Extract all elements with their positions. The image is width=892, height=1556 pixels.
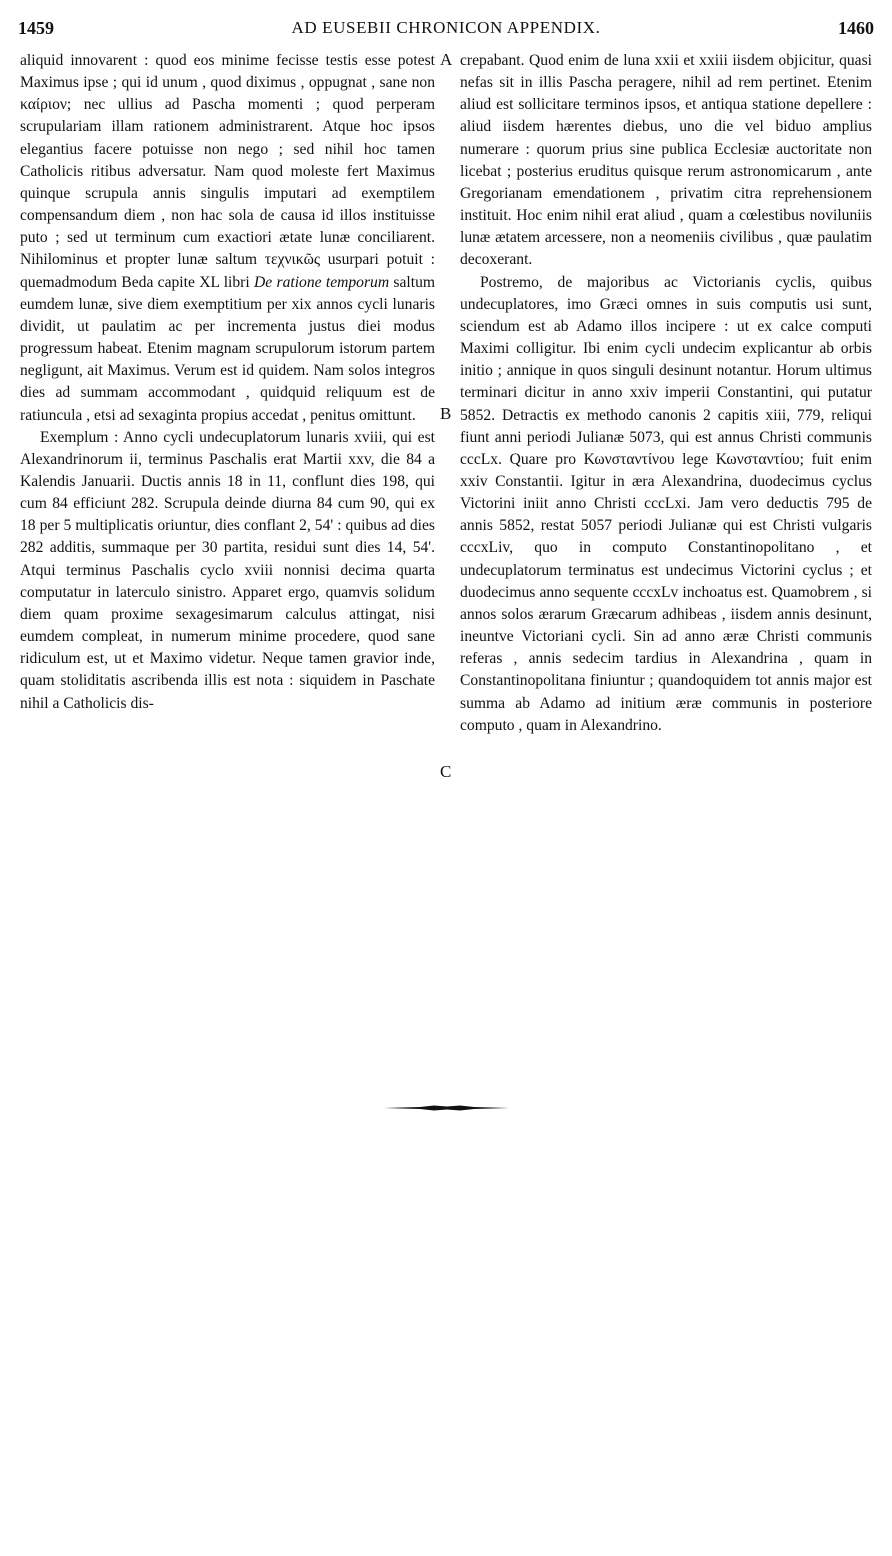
margin-marker-b: B — [440, 404, 452, 423]
running-title: AD EUSEBII CHRONICON APPENDIX. — [291, 18, 601, 37]
right-column — [460, 50, 872, 737]
left-paragraph-1 — [20, 50, 435, 427]
left-column — [20, 50, 435, 715]
left-paragraph-1-text: aliquid innovarent : quod eos minime fecisse testis esse potest Maximus ipse ; qui id unum , quod diximus , oppugnat , sane non καίριον; nec ullius ad Pascha momenti ; quod perperam scrupulariam illam rationem administrarent. Atque hoc ipsos elegantius facere potuisse non nego ; sed nihil hoc tamen Catholicis ritibus adversatur. Nam quod moleste fert Maximus quinque scrupula annis singulis imputari ad exemptilem compensandum diem , non hac sola de causa id illos instituisse puto ; sed ut terminum cum exactiori ætate lunæ conciliarent. Nihilominus et propter lunæ saltum τεχνικῶς usurpari potuit : quemadmodum Beda capite XL libri — [20, 52, 435, 291]
ornamental-rule — [384, 1104, 510, 1112]
left-paragraph-1-rest: saltum eumdem lunæ, sive diem exemptitium per xix annos cycli lunaris dividit, ut paulatim ac per incrementa justus diei modus progressum habeat. Etenim magnam scrupulorum istorum partem negligunt, ait Maximus. Verum est id quidem. Nam solos integros dies ad summam accommodant , quidquid reliquum est de ratiuncula , etsi ad sexaginta propius accedat , penitus omittunt. — [20, 273, 435, 424]
book-title-italic: De ratione temporum — [254, 273, 390, 291]
right-paragraph-1: crepabant. Quod enim de luna xxii et xxiii iisdem objicitur, quasi nefas sit in illis Pascha peragere, nihil ad rem pertinet. Etenim aliud est sollicitare terminos ipsos, et antiqua statione depellere : aliud iisdem hærentes diebus, uno die vel biduo amplius numerare : quorum prius sine publica Ecclesiæ auctoritate non licebat ; posterius eruditus quisque rerum astronomicarum , ante Gregorianam emendationem , privatim citra reprehensionem instituit. Hoc enim nihil erat aliud , quam a cœlestibus noviluniis lunæ ætatem arcessere, non a neomeniis civilibus , quæ paulatim decoxerant. — [460, 52, 872, 269]
page-number-left: 1459 — [18, 18, 54, 38]
page-header — [16, 18, 876, 44]
right-paragraph-2: Postremo, de majoribus ac Victorianis cyclis, quibus undecuplatores, imo Græci omnes in suis computis usi sunt, sciendum est ab Adamo illos incipere : ut ex calce computi Maximi colligitur. Ibi enim cycli undecim explicantur ab orbis initio ; annique in quos singuli desinunt notantur. Horum ultimus terminari dicitur in anno xxiv imperii Constantini, qui putatur 5852. Detractis ex methodo canonis 2 capitis xiii, 779, reliqui fiunt anni periodi Julianæ 5073, qui est annus Christi communis cccLx. Quare pro Κωνσταντίνου lege Κωνσταντίου; fuit enim xxiv Constantii. Igitur in æra Alexandrina, duodecimus cyclus Victorini iniit anno Christi cccLxi. Jam vero deductis 795 de annis 5852, restat 5057 periodi Julianæ qui est Christi vulgaris cccxLiv, quo in computo Constantinopolitano , et undecuplatorum terminatus est undecimus Victorini cyclus ; et duodecimus anno sequente cccxLv inchoatus est. Quamobrem , si annos solos ærarum Græcarum adhibeas , iisdem annis desinunt, ineuntve Victoriani cycli. Sin ad anno æræ Christi communis referas , annis sedecim tardius in Alexandrina , quam in Constantinopolitana finiuntur ; quandoquidem tot annis major est summa ab Adamo ad initium æræ communis in posteriore computo , quam in Alexandrino. — [460, 273, 872, 734]
margin-marker-a: A — [440, 50, 453, 69]
left-paragraph-2: Exemplum : Anno cycli undecuplatorum lunaris xviii, qui est Alexandrinorum ii, terminus Paschalis erat Martii xxv, die 84 a Kalendis Januarii. Ductis annis 18 in 11, conflunt dies 198, qui cum 84 efficiunt 282. Scrupula deinde diurna 84 cum 90, qui ex 18 per 5 multiplicatis oriuntur, dies conflant 2, 54' : quibus ad dies 282 additis, summaque per 30 partita, residui sunt dies 14, 54'. Atqui terminus Paschalis cyclo xviii nonnisi decima quarta computatur in laterculo sinistro. Apparet ergo, quamvis solidum diem quam proxime sexagesimarum calculus attingat, nisi eumdem compleat, in numerum minime procedere, quod sane ridiculum est, ut et Maximo videtur. Neque tamen gravior inde, quam stoliditatis ascribenda illis est nota : siquidem in Paschate nihil a Catholicis dis- — [20, 428, 435, 712]
page-number-right: 1460 — [838, 18, 874, 38]
margin-marker-c: C — [440, 762, 452, 781]
